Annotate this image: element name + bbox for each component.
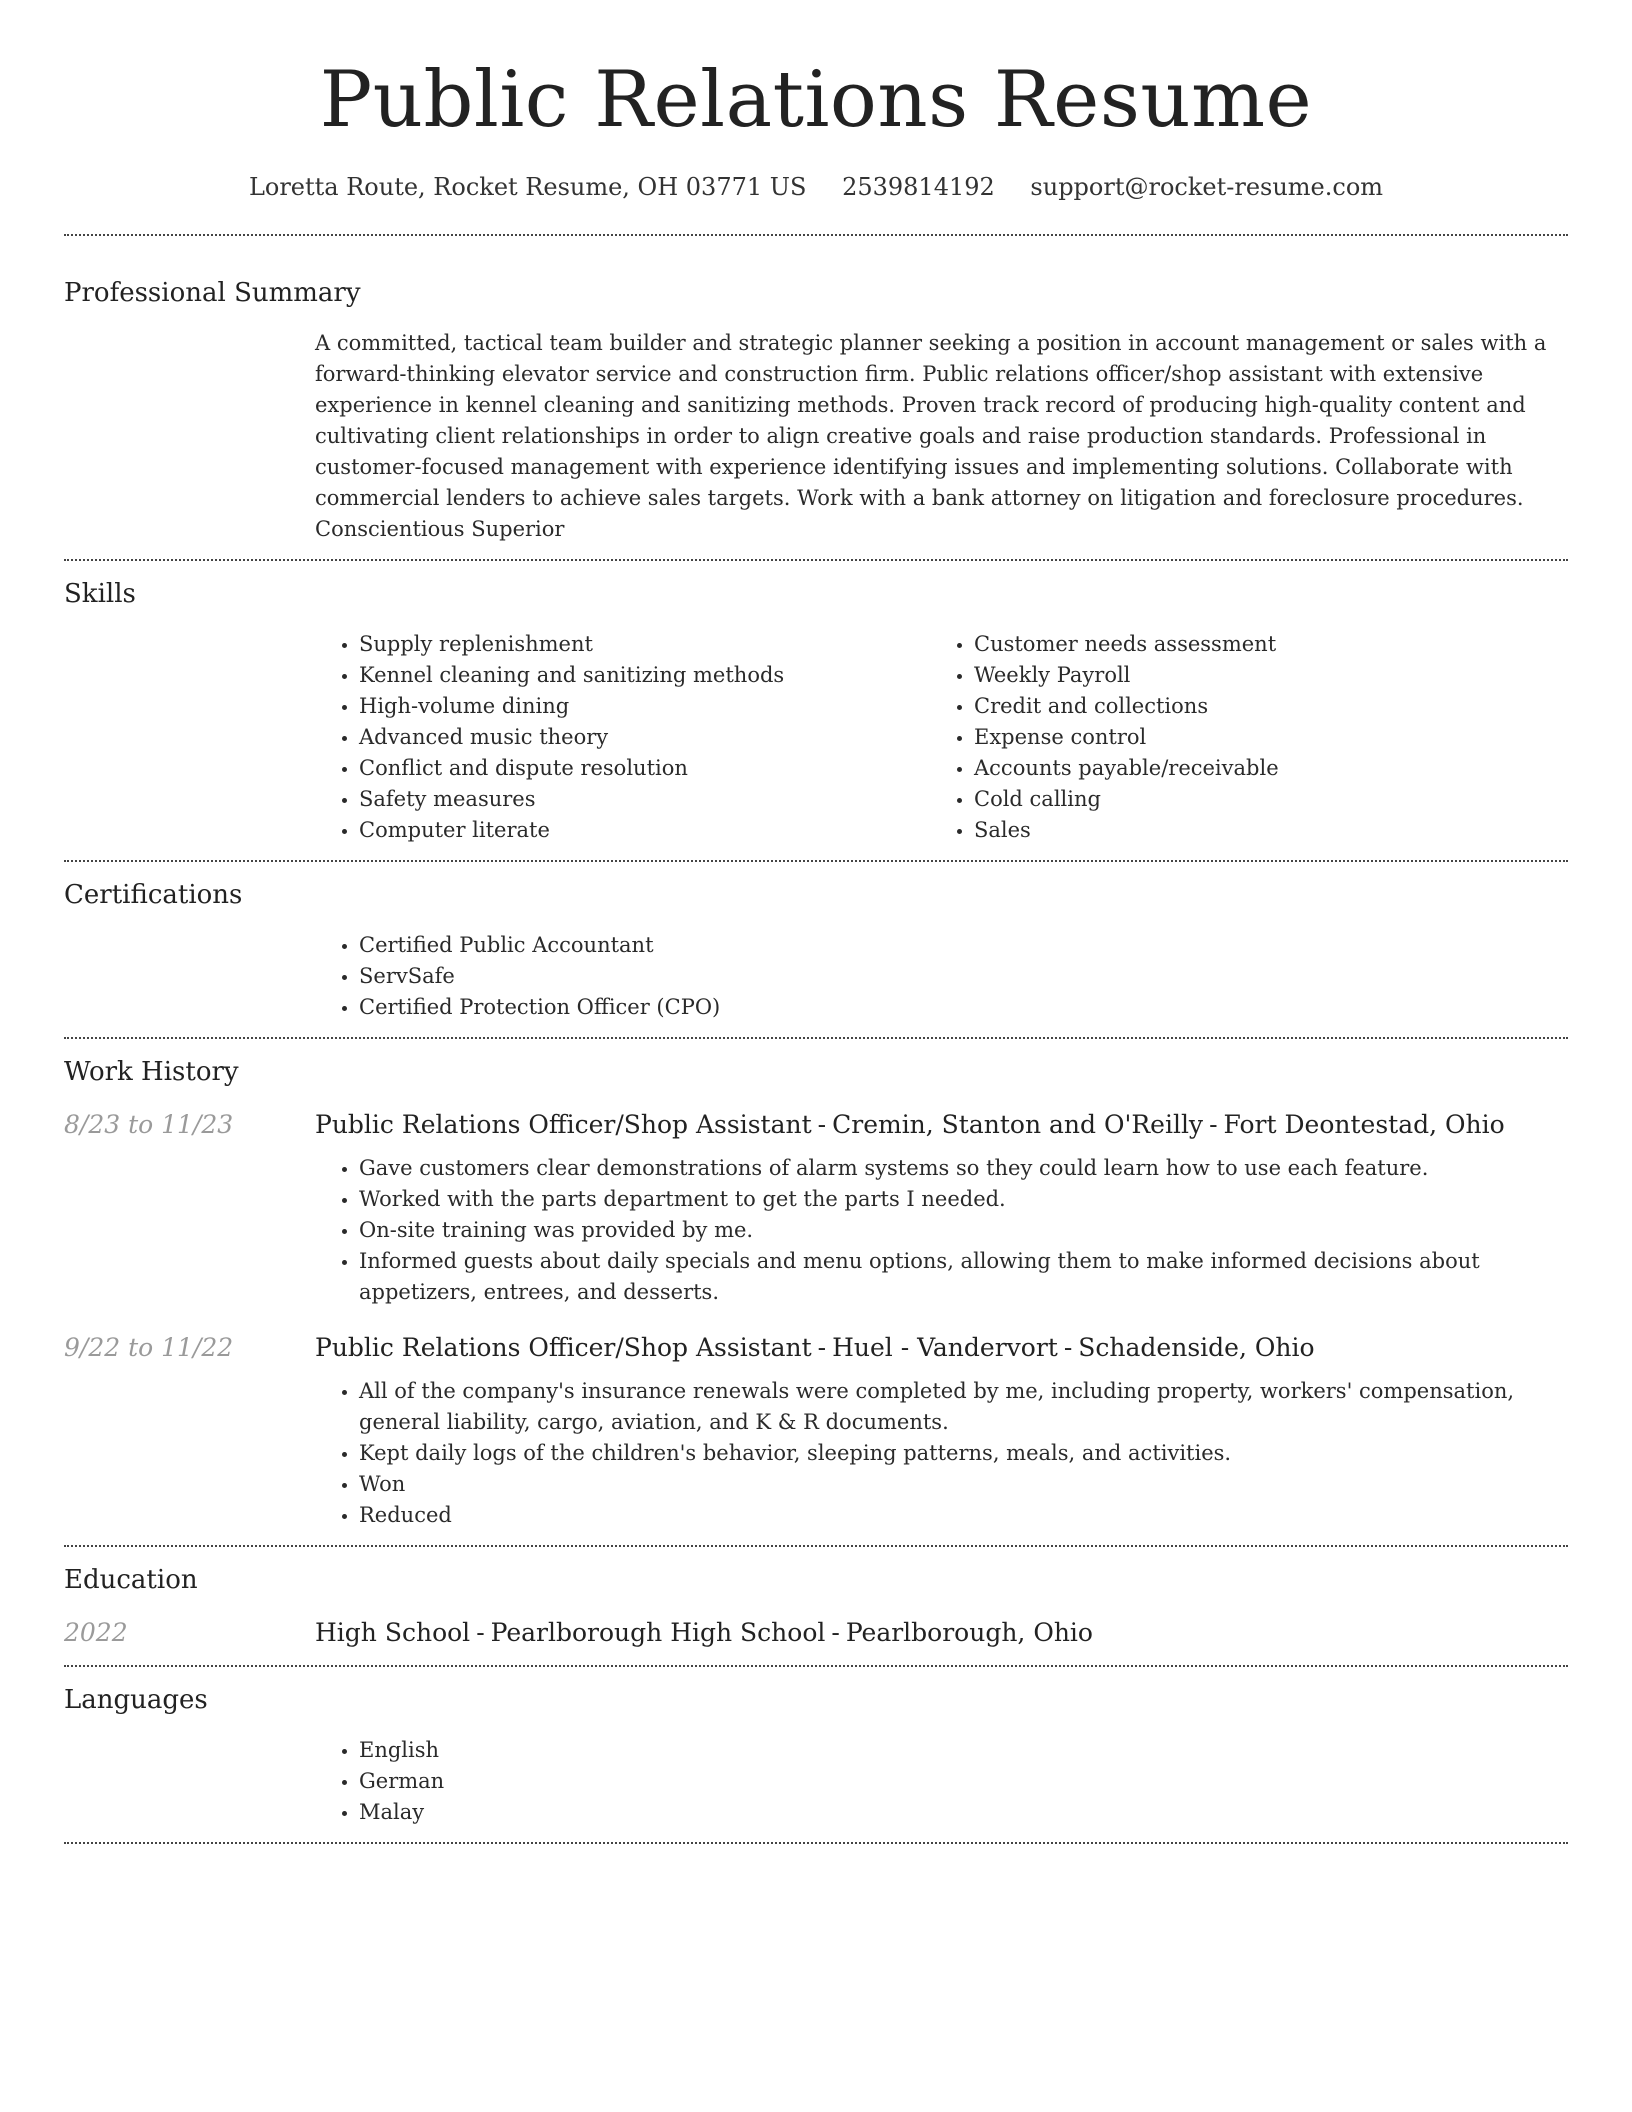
job-role: Public Relations Officer/Shop Assistant <box>315 1333 812 1362</box>
contact-address: Loretta Route, Rocket Resume, OH 03771 US <box>248 173 807 201</box>
job-location: Schadenside, Ohio <box>1078 1333 1315 1362</box>
job-bullet: • Gave customers clear demonstrations of alarm systems so they could learn how to use each feature. <box>359 1153 1568 1184</box>
education-details <box>315 1615 1568 1651</box>
job-company: Huel - Vandervort <box>832 1333 1058 1362</box>
job-dates: 9/22 to 11/22 <box>64 1333 234 1362</box>
job-title-line <box>315 1107 1568 1143</box>
section-title-education: Education <box>64 1565 198 1595</box>
contact-line <box>64 170 1568 204</box>
job-company: Cremin, Stanton and O'Reilly <box>832 1110 1204 1139</box>
section-title-skills: Skills <box>64 579 136 609</box>
section-title-work-history: Work History <box>64 1057 239 1087</box>
job-bullet: • Reduced <box>359 1500 1568 1531</box>
skill-item: • Customer needs assessment <box>974 629 1545 660</box>
section-education <box>64 1547 1568 1665</box>
job-dates: 8/23 to 11/23 <box>64 1110 234 1139</box>
separator: - <box>1209 1110 1218 1139</box>
job-bullets <box>315 1153 1568 1308</box>
job-bullets <box>315 1376 1568 1531</box>
resume-title: Public Relations Resume <box>319 55 1313 145</box>
job-bullet: • Kept daily logs of the children's behavior, sleeping patterns, meals, and activities. <box>359 1438 1568 1469</box>
skills-column-left <box>315 629 930 846</box>
languages-body <box>315 1735 1568 1828</box>
education-location: Pearlborough, Ohio <box>845 1618 1093 1647</box>
skill-item: • Kennel cleaning and sanitizing methods <box>359 660 930 691</box>
education-entry <box>64 1615 1568 1651</box>
skill-item: • High-volume dining <box>359 691 930 722</box>
languages-list <box>315 1735 1568 1828</box>
language-item: • Malay <box>359 1797 1568 1828</box>
job-bullet: • Informed guests about daily specials and menu options, allowing them to make informed decisions about appetizers, entrees, and desserts. <box>359 1246 1568 1308</box>
language-item: • English <box>359 1735 1568 1766</box>
education-year: 2022 <box>64 1618 128 1647</box>
skill-item: • Expense control <box>974 722 1545 753</box>
skill-item: • Advanced music theory <box>359 722 930 753</box>
section-title-certifications: Certifications <box>64 880 243 910</box>
separator: - <box>831 1618 840 1647</box>
skills-column-right <box>930 629 1545 846</box>
skill-item: • Credit and collections <box>974 691 1545 722</box>
certification-item: • Certified Protection Officer (CPO) <box>359 992 1568 1023</box>
skill-item: • Cold calling <box>974 784 1545 815</box>
skill-item: • Weekly Payroll <box>974 660 1545 691</box>
contact-phone: 2539814192 <box>842 173 995 201</box>
skill-item: • Accounts payable/receivable <box>974 753 1545 784</box>
job-bullet: • All of the company's insurance renewals were completed by me, including property, workers' compensation, general liability, cargo, aviation, and K & R documents. <box>359 1376 1568 1438</box>
section-summary <box>64 236 1568 559</box>
language-item: • German <box>359 1766 1568 1797</box>
job-details <box>315 1107 1568 1308</box>
section-skills <box>64 561 1568 860</box>
certifications-list <box>315 930 1568 1023</box>
skills-list-right <box>930 629 1545 846</box>
skills-grid <box>315 629 1568 846</box>
certification-item: • ServSafe <box>359 961 1568 992</box>
section-work-history <box>64 1039 1568 1545</box>
job-title-line <box>315 1330 1568 1366</box>
job-details <box>315 1330 1568 1531</box>
certification-item: • Certified Public Accountant <box>359 930 1568 961</box>
skill-item: • Sales <box>974 815 1545 846</box>
separator: - <box>817 1333 827 1362</box>
contact-email: support@rocket-resume.com <box>1030 173 1384 201</box>
separator: - <box>1063 1333 1073 1362</box>
separator: - <box>817 1110 827 1139</box>
skill-item: • Supply replenishment <box>359 629 930 660</box>
section-languages <box>64 1667 1568 1842</box>
skill-item: • Computer literate <box>359 815 930 846</box>
job-bullet: • On-site training was provided by me. <box>359 1215 1568 1246</box>
section-certifications <box>64 862 1568 1037</box>
certifications-body <box>315 930 1568 1023</box>
education-title-line <box>315 1615 1568 1651</box>
divider <box>64 1842 1568 1844</box>
job-location: Fort Deontestad, Ohio <box>1223 1110 1505 1139</box>
section-title-languages: Languages <box>64 1685 208 1715</box>
job-bullet: • Worked with the parts department to get the parts I needed. <box>359 1184 1568 1215</box>
resume-header <box>64 0 1568 204</box>
skills-list-left <box>315 629 930 846</box>
summary-text: A committed, tactical team builder and strategic planner seeking a position in account management or sales with a forward-thinking elevator service and construction firm. Public relations officer/shop assistant with extensive experience in kennel cleaning and sanitizing methods. Proven track record of producing high-quality content and cultivating client relationships in order to align creative goals and raise production standards. Professional in customer-focused management with experience identifying issues and implementing solutions. Collaborate with commercial lenders to achieve sales targets. Work with a bank attorney on litigation and foreclosure procedures. Conscientious Superior <box>315 331 1547 541</box>
skill-item: • Safety measures <box>359 784 930 815</box>
separator: - <box>476 1618 485 1647</box>
summary-body <box>315 328 1568 545</box>
job-bullet: • Won <box>359 1469 1568 1500</box>
job-entry <box>64 1330 1568 1531</box>
job-role: Public Relations Officer/Shop Assistant <box>315 1110 812 1139</box>
education-degree: High School <box>315 1618 471 1647</box>
skill-item: • Conflict and dispute resolution <box>359 753 930 784</box>
job-entry <box>64 1107 1568 1308</box>
section-title-summary: Professional Summary <box>64 278 361 308</box>
education-school: Pearlborough High School <box>490 1618 826 1647</box>
